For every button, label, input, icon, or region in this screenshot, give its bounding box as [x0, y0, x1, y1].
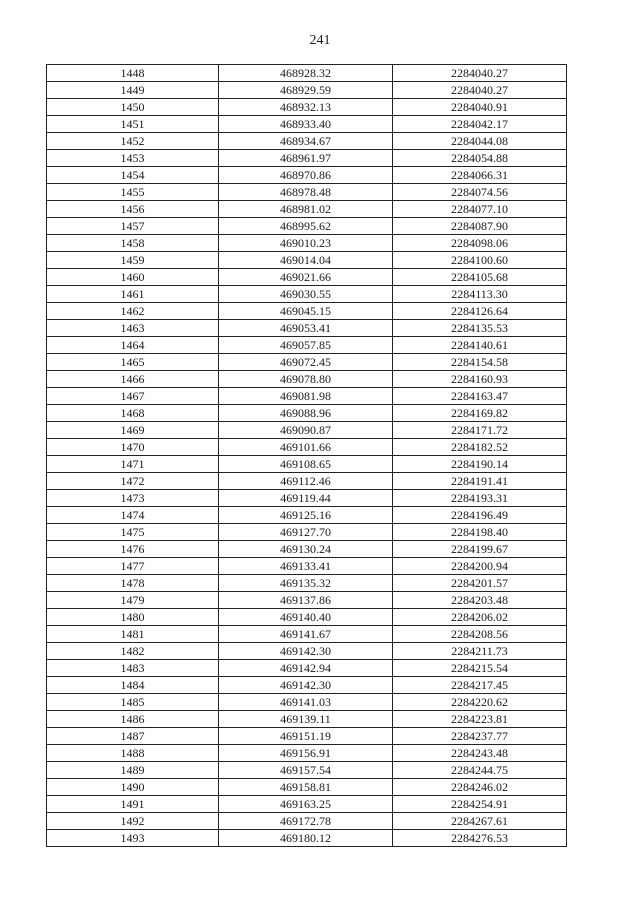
y-coordinate-cell: 2284040.27 [393, 82, 567, 99]
table-row [47, 99, 567, 116]
table-row [47, 167, 567, 184]
point-number-cell: 1484 [47, 677, 219, 694]
table-row [47, 524, 567, 541]
y-coordinate-cell: 2284074.56 [393, 184, 567, 201]
point-number-cell: 1490 [47, 779, 219, 796]
table-row [47, 320, 567, 337]
x-coordinate-cell: 468995.62 [219, 218, 393, 235]
y-coordinate-cell: 2284211.73 [393, 643, 567, 660]
y-coordinate-cell: 2284244.75 [393, 762, 567, 779]
y-coordinate-cell: 2284113.30 [393, 286, 567, 303]
x-coordinate-cell: 469127.70 [219, 524, 393, 541]
point-number-cell: 1466 [47, 371, 219, 388]
x-coordinate-cell: 469101.66 [219, 439, 393, 456]
y-coordinate-cell: 2284191.41 [393, 473, 567, 490]
point-number-cell: 1458 [47, 235, 219, 252]
y-coordinate-cell: 2284044.08 [393, 133, 567, 150]
table-row [47, 116, 567, 133]
y-coordinate-cell: 2284246.02 [393, 779, 567, 796]
x-coordinate-cell: 469045.15 [219, 303, 393, 320]
table-row [47, 762, 567, 779]
y-coordinate-cell: 2284215.54 [393, 660, 567, 677]
point-number-cell: 1475 [47, 524, 219, 541]
y-coordinate-cell: 2284237.77 [393, 728, 567, 745]
x-coordinate-cell: 469057.85 [219, 337, 393, 354]
y-coordinate-cell: 2284203.48 [393, 592, 567, 609]
point-number-cell: 1480 [47, 609, 219, 626]
x-coordinate-cell: 469158.81 [219, 779, 393, 796]
point-number-cell: 1449 [47, 82, 219, 99]
y-coordinate-cell: 2284140.61 [393, 337, 567, 354]
x-coordinate-cell: 469021.66 [219, 269, 393, 286]
table-row [47, 388, 567, 405]
x-coordinate-cell: 469108.65 [219, 456, 393, 473]
x-coordinate-cell: 469157.54 [219, 762, 393, 779]
table-row [47, 660, 567, 677]
y-coordinate-cell: 2284199.67 [393, 541, 567, 558]
y-coordinate-cell: 2284217.45 [393, 677, 567, 694]
table-row [47, 830, 567, 847]
table-row [47, 235, 567, 252]
point-number-cell: 1481 [47, 626, 219, 643]
point-number-cell: 1454 [47, 167, 219, 184]
y-coordinate-cell: 2284267.61 [393, 813, 567, 830]
x-coordinate-cell: 469081.98 [219, 388, 393, 405]
table-row [47, 405, 567, 422]
table-row [47, 592, 567, 609]
x-coordinate-cell: 469125.16 [219, 507, 393, 524]
y-coordinate-cell: 2284040.27 [393, 65, 567, 82]
table-row [47, 150, 567, 167]
point-number-cell: 1489 [47, 762, 219, 779]
table-row [47, 507, 567, 524]
x-coordinate-cell: 469090.87 [219, 422, 393, 439]
table-row [47, 439, 567, 456]
table-row [47, 490, 567, 507]
page-number: 241 [309, 33, 331, 48]
point-number-cell: 1455 [47, 184, 219, 201]
point-number-cell: 1472 [47, 473, 219, 490]
x-coordinate-cell: 469030.55 [219, 286, 393, 303]
point-number-cell: 1467 [47, 388, 219, 405]
y-coordinate-cell: 2284200.94 [393, 558, 567, 575]
x-coordinate-cell: 468970.86 [219, 167, 393, 184]
point-number-cell: 1482 [47, 643, 219, 660]
table-row [47, 694, 567, 711]
y-coordinate-cell: 2284182.52 [393, 439, 567, 456]
y-coordinate-cell: 2284243.48 [393, 745, 567, 762]
x-coordinate-cell: 469137.86 [219, 592, 393, 609]
x-coordinate-cell: 469133.41 [219, 558, 393, 575]
y-coordinate-cell: 2284171.72 [393, 422, 567, 439]
x-coordinate-cell: 469014.04 [219, 252, 393, 269]
y-coordinate-cell: 2284201.57 [393, 575, 567, 592]
point-number-cell: 1463 [47, 320, 219, 337]
y-coordinate-cell: 2284198.40 [393, 524, 567, 541]
table-row [47, 711, 567, 728]
y-coordinate-cell: 2284208.56 [393, 626, 567, 643]
x-coordinate-cell: 469078.80 [219, 371, 393, 388]
point-number-cell: 1464 [47, 337, 219, 354]
point-number-cell: 1461 [47, 286, 219, 303]
x-coordinate-cell: 468933.40 [219, 116, 393, 133]
y-coordinate-cell: 2284154.58 [393, 354, 567, 371]
point-number-cell: 1469 [47, 422, 219, 439]
table-row [47, 354, 567, 371]
y-coordinate-cell: 2284126.64 [393, 303, 567, 320]
point-number-cell: 1468 [47, 405, 219, 422]
table-row [47, 184, 567, 201]
point-number-cell: 1471 [47, 456, 219, 473]
x-coordinate-cell: 468961.97 [219, 150, 393, 167]
point-number-cell: 1485 [47, 694, 219, 711]
x-coordinate-cell: 468929.59 [219, 82, 393, 99]
table-row [47, 728, 567, 745]
y-coordinate-cell: 2284169.82 [393, 405, 567, 422]
x-coordinate-cell: 469141.03 [219, 694, 393, 711]
point-number-cell: 1479 [47, 592, 219, 609]
y-coordinate-cell: 2284040.91 [393, 99, 567, 116]
point-number-cell: 1473 [47, 490, 219, 507]
point-number-cell: 1457 [47, 218, 219, 235]
y-coordinate-cell: 2284163.47 [393, 388, 567, 405]
x-coordinate-cell: 469156.91 [219, 745, 393, 762]
y-coordinate-cell: 2284054.88 [393, 150, 567, 167]
table-row [47, 65, 567, 82]
table-row [47, 422, 567, 439]
table-row [47, 473, 567, 490]
table-row [47, 813, 567, 830]
y-coordinate-cell: 2284087.90 [393, 218, 567, 235]
x-coordinate-cell: 469119.44 [219, 490, 393, 507]
y-coordinate-cell: 2284193.31 [393, 490, 567, 507]
point-number-cell: 1448 [47, 65, 219, 82]
x-coordinate-cell: 468928.32 [219, 65, 393, 82]
point-number-cell: 1492 [47, 813, 219, 830]
x-coordinate-cell: 468981.02 [219, 201, 393, 218]
y-coordinate-cell: 2284105.68 [393, 269, 567, 286]
x-coordinate-cell: 469072.45 [219, 354, 393, 371]
point-number-cell: 1453 [47, 150, 219, 167]
table-row [47, 779, 567, 796]
table-row [47, 575, 567, 592]
table-row [47, 218, 567, 235]
table-row [47, 796, 567, 813]
y-coordinate-cell: 2284077.10 [393, 201, 567, 218]
y-coordinate-cell: 2284160.93 [393, 371, 567, 388]
point-number-cell: 1476 [47, 541, 219, 558]
table-row [47, 371, 567, 388]
point-number-cell: 1462 [47, 303, 219, 320]
coordinates-table-body [47, 65, 567, 847]
point-number-cell: 1470 [47, 439, 219, 456]
table-row [47, 133, 567, 150]
x-coordinate-cell: 469053.41 [219, 320, 393, 337]
x-coordinate-cell: 469139.11 [219, 711, 393, 728]
x-coordinate-cell: 469112.46 [219, 473, 393, 490]
y-coordinate-cell: 2284098.06 [393, 235, 567, 252]
point-number-cell: 1474 [47, 507, 219, 524]
x-coordinate-cell: 469180.12 [219, 830, 393, 847]
table-row [47, 201, 567, 218]
x-coordinate-cell: 469130.24 [219, 541, 393, 558]
x-coordinate-cell: 469151.19 [219, 728, 393, 745]
point-number-cell: 1451 [47, 116, 219, 133]
x-coordinate-cell: 469088.96 [219, 405, 393, 422]
point-number-cell: 1460 [47, 269, 219, 286]
x-coordinate-cell: 469142.94 [219, 660, 393, 677]
y-coordinate-cell: 2284042.17 [393, 116, 567, 133]
x-coordinate-cell: 469135.32 [219, 575, 393, 592]
x-coordinate-cell: 468934.67 [219, 133, 393, 150]
x-coordinate-cell: 469141.67 [219, 626, 393, 643]
table-row [47, 558, 567, 575]
point-number-cell: 1477 [47, 558, 219, 575]
x-coordinate-cell: 469140.40 [219, 609, 393, 626]
table-row [47, 82, 567, 99]
table-row [47, 745, 567, 762]
table-row [47, 456, 567, 473]
y-coordinate-cell: 2284220.62 [393, 694, 567, 711]
table-row [47, 286, 567, 303]
point-number-cell: 1459 [47, 252, 219, 269]
y-coordinate-cell: 2284276.53 [393, 830, 567, 847]
x-coordinate-cell: 468932.13 [219, 99, 393, 116]
table-row [47, 252, 567, 269]
point-number-cell: 1456 [47, 201, 219, 218]
table-row [47, 626, 567, 643]
y-coordinate-cell: 2284196.49 [393, 507, 567, 524]
point-number-cell: 1488 [47, 745, 219, 762]
y-coordinate-cell: 2284206.02 [393, 609, 567, 626]
point-number-cell: 1452 [47, 133, 219, 150]
point-number-cell: 1483 [47, 660, 219, 677]
coordinates-table [46, 64, 567, 847]
y-coordinate-cell: 2284100.60 [393, 252, 567, 269]
y-coordinate-cell: 2284066.31 [393, 167, 567, 184]
point-number-cell: 1493 [47, 830, 219, 847]
x-coordinate-cell: 469142.30 [219, 677, 393, 694]
x-coordinate-cell: 469163.25 [219, 796, 393, 813]
point-number-cell: 1465 [47, 354, 219, 371]
point-number-cell: 1486 [47, 711, 219, 728]
y-coordinate-cell: 2284135.53 [393, 320, 567, 337]
y-coordinate-cell: 2284190.14 [393, 456, 567, 473]
point-number-cell: 1487 [47, 728, 219, 745]
x-coordinate-cell: 469142.30 [219, 643, 393, 660]
x-coordinate-cell: 469172.78 [219, 813, 393, 830]
table-row [47, 269, 567, 286]
table-row [47, 609, 567, 626]
y-coordinate-cell: 2284254.91 [393, 796, 567, 813]
x-coordinate-cell: 468978.48 [219, 184, 393, 201]
x-coordinate-cell: 469010.23 [219, 235, 393, 252]
table-row [47, 303, 567, 320]
point-number-cell: 1491 [47, 796, 219, 813]
table-row [47, 337, 567, 354]
y-coordinate-cell: 2284223.81 [393, 711, 567, 728]
table-row [47, 677, 567, 694]
point-number-cell: 1478 [47, 575, 219, 592]
point-number-cell: 1450 [47, 99, 219, 116]
table-row [47, 541, 567, 558]
table-row [47, 643, 567, 660]
